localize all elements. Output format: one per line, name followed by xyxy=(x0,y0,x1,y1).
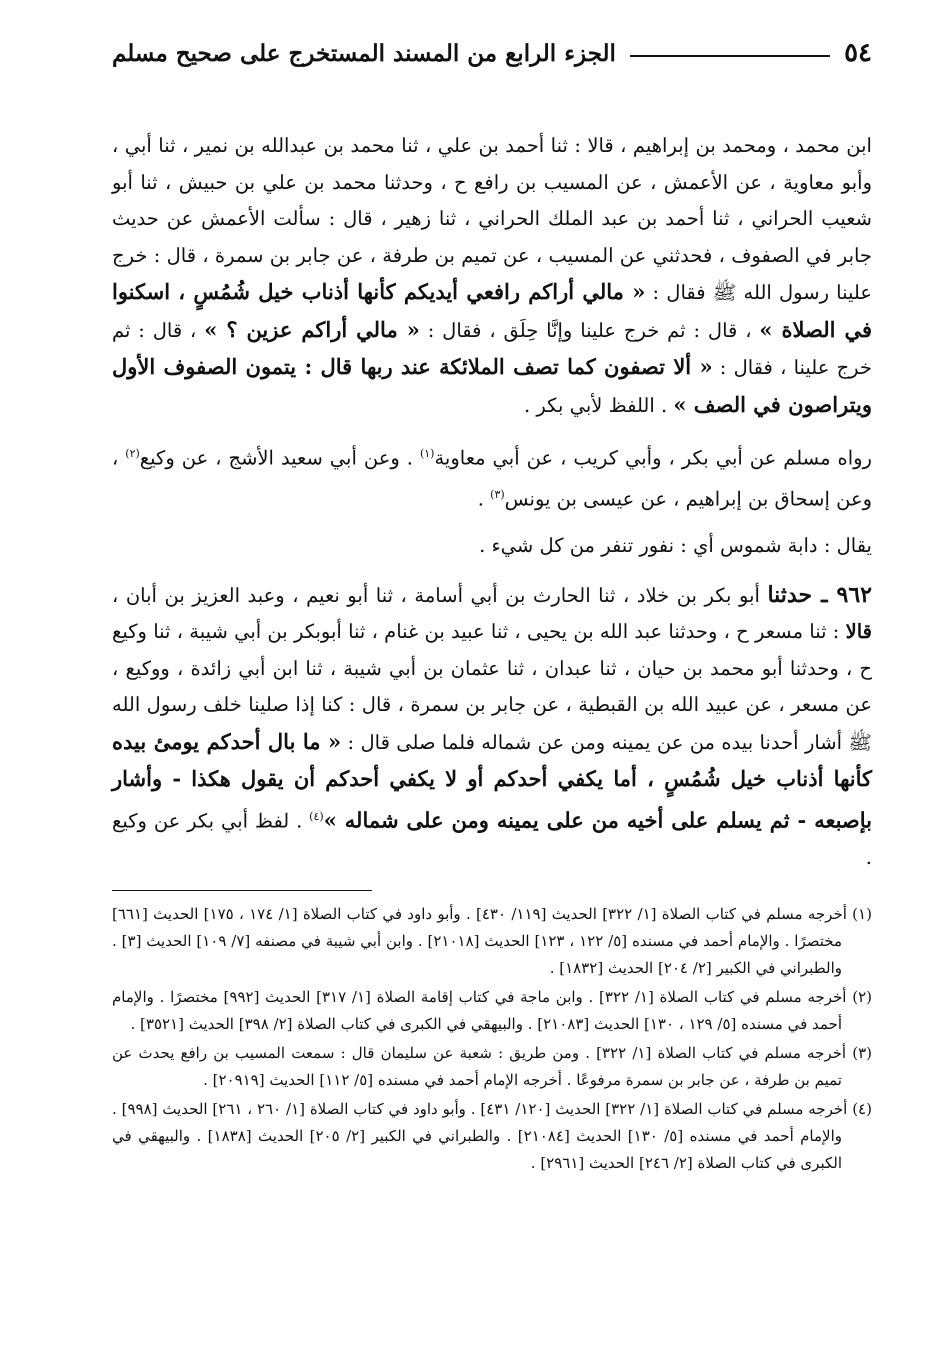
text-span: ابن محمد ، ومحمد بن إبراهيم ، قالا xyxy=(587,134,872,157)
text-span: . xyxy=(477,487,491,511)
text-span: ، وعن إسحاق بن إبراهيم ، عن عيسى بن يونس xyxy=(112,446,872,511)
footnote-ref[interactable]: (٣) xyxy=(490,488,505,501)
main-text xyxy=(112,128,872,876)
footnote-3: (٣) أخرجه مسلم في كتاب الصلاة [١/ ٣٢٢] . ومن طريق : شعبة عن سليمان قال : سمعت المسيب بن رافع يحدث عن تميم بن طرفة ، عن جابر بن سمرة مرفوعًا . أخرجه الإمام أحمد في مسنده [٥/ ١١٢] الحديث [٢٠٩١٩] . xyxy=(112,1044,872,1089)
text-span: . اللفظ لأبي بكر . xyxy=(524,393,674,417)
page-header xyxy=(112,30,872,76)
header-rule xyxy=(630,55,830,57)
prophetic-quote: « مالي أراكم رافعي أيديكم كأنها أذناب خيل شُمُسٍ ، اسكنوا في الصلاة » xyxy=(112,279,872,342)
text-span-bold: قالا xyxy=(845,620,872,643)
prophetic-quote: « ما بال أحدكم يومئ بيده كأنها أذناب خيل شُمُسٍ ، أما يكفي أحدكم أو لا يكفي أحدكم أن يقول هكذا - وأشار بإصبعه - ثم يسلم على أخيه من على يمينه ومن على شماله » xyxy=(112,728,872,832)
footnote-4: (٤) أخرجه مسلم في كتاب الصلاة [١/ ٣٢٢] الحديث [١٢٠/ ٤٣١] . وأبو داود في كتاب الصلاة [١/ ٢٦٠ ، ٢٦١] الحديث [٩٩٨] . والإمام أحمد في مسنده [٥/ ١٣٠] الحديث [٢١٠٨٤] . والطبراني في الكبير [٢/ ٢٠٥] الحديث [١٨٣٨] . والبيهقي في الكبرى في كتاب الصلاة [٢/ ٢٤٦] الحديث [٢٩٦١] . xyxy=(112,1100,872,1172)
running-title: الجزء الرابع من المسند المستخرج على صحيح مسلم xyxy=(112,39,616,67)
text-span: أبو بكر بن خلاد ، ثنا الحارث بن أبي أسامة ، ثنا أبو نعيم ، وعبد العزيز بن أبان ، xyxy=(112,583,768,607)
text-span: : ثنا أحمد بن علي ، ثنا محمد بن عبدالله بن نمير ، ثنا أبي ، وأبو معاوية ، عن الأعمش ، عن المسيب بن رافع ح ، وحدثنا محمد بن علي بن حبيش ، ثنا أبو شعيب الحراني ، ثنا أحمد بن عبد الملك الحراني ، ثنا زهير ، قال : سألت الأعمش عن حديث جابر في الصفوف ، فحدثني عن المسيب ، عن تميم بن طرفة ، عن جابر بن سمرة ، قال : خرج علينا رسول الله ﷺ فقال : xyxy=(112,134,872,304)
hadith-number: ٩٦٢ ـ حدثنا xyxy=(767,581,872,608)
footnote-ref[interactable]: (٤) xyxy=(309,809,324,823)
footnote-ref[interactable]: (١) xyxy=(419,447,435,460)
footnotes xyxy=(112,901,872,1177)
footnote-1: (١) أخرجه مسلم في كتاب الصلاة [١/ ٣٢٢] الحديث [١١٩/ ٤٣٠] . وأبو داود في كتاب الصلاة [١/ ١٧٤ ، ١٧٥] الحديث [٦٦١] مختصرًا . والإمام أحمد في مسنده [٥/ ١٢٢ ، ١٢٣] الحديث [٢١٠١٨] . وابن أبي شيبة في مصنفه [٧/ ١٠٩] الحديث [٣] . والطبراني في الكبير [٢/ ٢٠٤] الحديث [١٨٣٢] . xyxy=(112,905,872,977)
page-number: ٥٤ xyxy=(844,38,872,68)
text-span: . وعن أبي سعيد الأشج ، عن وكيع xyxy=(139,446,420,470)
hadith-paragraph-1 xyxy=(112,128,872,424)
definition-paragraph: يقال : دابة شموس أي : نفور تنفر من كل شيء . xyxy=(479,534,872,557)
hadith-paragraph-962 xyxy=(112,577,872,877)
text-span: ، قال : ثم خرج علينا وإنَّا حِلَق ، فقال : xyxy=(419,318,760,342)
prophetic-quote: « ألا تصفون كما تصف الملائكة عند ربها قال : يتمون الصفوف الأول ويتراصون في الصف » xyxy=(112,354,872,417)
footnote-ref[interactable]: (٢) xyxy=(125,447,140,460)
footnote-separator xyxy=(112,890,372,891)
text-span: . لفظ أبي بكر عن وكيع . xyxy=(112,809,872,869)
footnote-2: (٢) أخرجه مسلم في كتاب الصلاة [١/ ٣٢٢] . وابن ماجة في كتاب إقامة الصلاة [١/ ٣١٧] الحديث [٩٩٢] مختصرًا . والإمام أحمد في مسنده [٥/ ١٢٩ ، ١٣٠] الحديث [٢١٠٨٣] . والبيهقي في الكبرى في كتاب الصلاة [٢/ ٣٩٨] الحديث [٣٥٢١] . xyxy=(112,988,872,1033)
text-span: : ثنا مسعر ح ، وحدثنا عبد الله بن يحيى ، ثنا عبيد بن غنام ، ثنا أبوبكر بن أبي شيبة ، ثنا وكيع ح ، وحدثنا أبو محمد بن حيان ، ثنا عبدان ، ثنا عثمان بن أبي شيبة ، ثنا ابن أبي زائدة ، ووكيع ، عن مسعر ، عن عبيد الله بن القبطية ، عن جابر بن سمرة ، قال : كنا إذا صلينا خلف رسول الله ﷺ أشار أحدنا بيده من عن يمينه ومن عن شماله فلما صلى قال : xyxy=(112,620,872,754)
prophetic-quote: « مالي أراكم عزين ؟ » xyxy=(204,316,420,342)
takhrij-paragraph xyxy=(112,436,872,518)
text-span: ، قال : ثم خرج علينا ، فقال : xyxy=(112,318,872,379)
text-span: رواه مسلم عن أبي بكر ، وأبي كريب ، عن أبي معاوية xyxy=(434,446,872,470)
